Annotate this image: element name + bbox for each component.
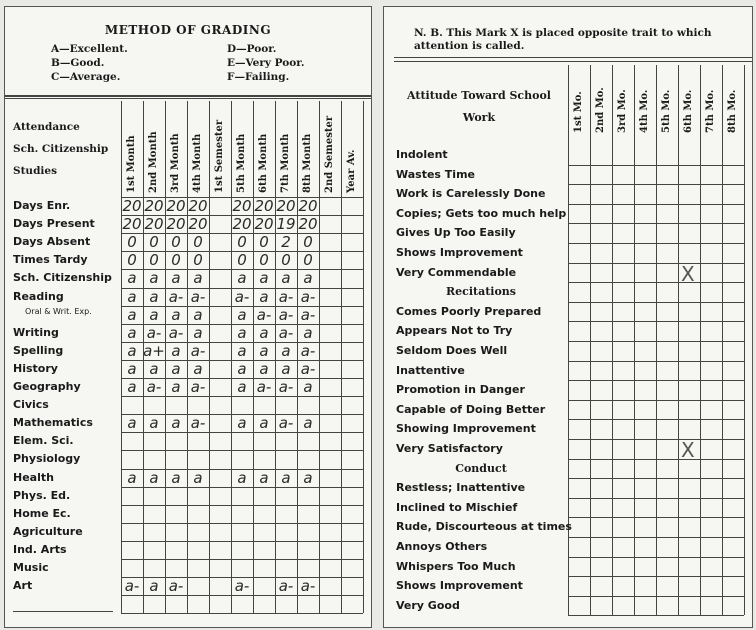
trait-label: Promotion in Danger (396, 383, 525, 397)
grading-panel (4, 6, 372, 628)
row-rule (568, 223, 744, 224)
grade-cell: a- (278, 305, 294, 324)
grade-cell: 20 (166, 215, 186, 234)
trait-label: Wastes Time (396, 167, 476, 181)
grade-cell: a (171, 468, 181, 487)
row-rule (568, 282, 744, 283)
row-label: Mathematics (13, 416, 93, 430)
grade-cell: 0 (237, 251, 247, 270)
column-divider (744, 65, 745, 615)
column-header: Year Av. (346, 149, 357, 193)
grade-cell: a (149, 269, 159, 288)
grade-cell: a (281, 359, 291, 378)
column-header: 3rd Month (170, 133, 181, 193)
grade-cell: a- (300, 359, 316, 378)
grade-cell: a (149, 287, 159, 306)
grade-cell: a (127, 323, 137, 342)
column-header: 1st Mo. (573, 91, 584, 133)
header-rule (5, 98, 371, 99)
row-rule (568, 517, 744, 518)
trait-label: Very Satisfactory (396, 442, 503, 455)
grade-cell: a (281, 269, 291, 288)
grade-cell: 0 (127, 233, 137, 252)
row-rule (568, 576, 744, 577)
row-rule (568, 184, 744, 185)
row-rule (568, 419, 744, 420)
row-label: Elem. Sci. (13, 434, 74, 448)
row-label: Agriculture (13, 524, 83, 538)
grade-cell: 0 (171, 251, 181, 270)
grading-key-item: E—Very Poor. (227, 57, 305, 69)
grade-cell: 0 (149, 233, 159, 252)
grade-cell: 20 (144, 197, 164, 215)
column-header: 5th Month (236, 133, 247, 193)
header-rule (394, 61, 752, 62)
grade-cell: a (127, 359, 137, 378)
row-rule (568, 302, 744, 303)
row-label: Geography (13, 380, 81, 393)
grade-cell: 20 (188, 215, 208, 234)
row-rule (568, 165, 744, 166)
column-divider (363, 101, 364, 613)
grade-cell: 0 (281, 251, 291, 270)
grade-cell: 0 (149, 251, 159, 270)
grade-cell: a (149, 414, 159, 433)
trait-label: Inclined to Mischief (396, 500, 518, 514)
grade-cell: a- (190, 341, 206, 360)
grade-cell: 20 (122, 215, 142, 234)
header-rule (5, 95, 371, 97)
trait-label: Very Commendable (396, 265, 517, 279)
grade-cell: 0 (127, 251, 137, 270)
column-header: 3rd Mo. (617, 89, 628, 133)
grade-cell: 20 (188, 197, 208, 215)
grade-cell: 20 (254, 197, 274, 215)
row-label: Reading (13, 289, 64, 303)
grade-cell: 0 (237, 233, 247, 252)
grade-cell: a- (256, 378, 272, 396)
grade-cell: a- (190, 287, 206, 306)
header-label: Attendance (13, 121, 80, 133)
row-rule (568, 204, 744, 205)
grade-cell: 0 (303, 251, 313, 270)
header-label: Studies (13, 165, 57, 177)
column-header: 4th Mo. (639, 89, 650, 133)
grade-cell: a (149, 577, 159, 596)
row-rule (568, 557, 744, 558)
grade-cell: a- (168, 287, 184, 306)
grade-cell: a (237, 305, 247, 324)
grade-cell: a- (278, 577, 294, 596)
grade-cell: a (171, 359, 181, 378)
grading-key-item: B—Good. (51, 57, 105, 69)
grade-cell: a (171, 305, 181, 324)
row-rule (121, 450, 363, 451)
grade-cell: a (127, 414, 137, 433)
grade-cell: a- (234, 287, 250, 306)
row-rule (121, 613, 363, 614)
grade-cell: a (127, 468, 137, 487)
grade-cell: a (171, 414, 181, 433)
column-header: 1st Semester (214, 119, 225, 193)
row-rule (121, 541, 363, 542)
grade-cell: a (259, 287, 269, 306)
grading-key-item: F—Failing. (227, 71, 290, 83)
grade-cell: a- (190, 414, 206, 433)
trait-label: Annoys Others (396, 540, 488, 553)
grade-cell: a (259, 341, 269, 360)
row-rule (121, 595, 363, 596)
row-label: Days Enr. (13, 199, 71, 212)
grade-cell: a- (190, 378, 206, 396)
trait-label: Capable of Doing Better (396, 402, 546, 416)
grade-cell: a (303, 269, 313, 288)
row-rule (568, 321, 744, 322)
column-header: 2nd Semester (324, 115, 335, 193)
row-label: Civics (13, 398, 49, 412)
row-label: Writing (13, 325, 59, 339)
row-rule (568, 478, 744, 479)
trait-label: Shows Improvement (396, 579, 523, 593)
column-header: 2nd Month (148, 131, 159, 193)
row-label: Times Tardy (13, 253, 88, 267)
grade-cell: a (303, 378, 313, 396)
grade-cell: a- (168, 323, 184, 342)
grade-cell: a (193, 305, 203, 324)
row-rule (121, 432, 363, 433)
grade-cell: a (149, 359, 159, 378)
grade-cell: a (127, 378, 137, 396)
grade-cell: 20 (298, 197, 318, 215)
column-header: 7th Month (280, 133, 291, 193)
grade-cell: a (237, 341, 247, 360)
attitude-header: Attitude Toward School Work (407, 89, 551, 124)
grade-cell: a (171, 341, 181, 360)
grade-cell: 20 (232, 197, 252, 215)
grade-cell: 20 (144, 215, 164, 234)
grade-cell: 0 (193, 233, 203, 252)
column-header: 6th Month (258, 133, 269, 193)
grade-cell: a- (146, 378, 162, 396)
grade-cell: a (303, 468, 313, 487)
grade-cell: a (281, 341, 291, 360)
row-label: Physiology (13, 452, 81, 466)
row-label: History (13, 361, 58, 375)
row-rule (568, 263, 744, 264)
grade-cell: a (171, 269, 181, 288)
trait-label: Appears Not to Try (396, 324, 513, 338)
row-label: Home Ec. (13, 506, 71, 520)
trait-label: Whispers Too Much (396, 559, 516, 573)
row-rule (568, 439, 744, 440)
row-rule (568, 243, 744, 244)
row-rule (121, 523, 363, 524)
trait-label: Work is Carelessly Done (396, 187, 546, 201)
row-rule (568, 596, 744, 597)
row-rule (568, 400, 744, 401)
grade-cell: 20 (166, 197, 186, 215)
grade-cell: a- (278, 323, 294, 342)
grading-key-item: C—Average. (51, 71, 121, 83)
grade-cell: a (193, 323, 203, 342)
grade-cell: a (259, 359, 269, 378)
grade-cell: a (303, 414, 313, 433)
row-label: Spelling (13, 343, 64, 357)
row-rule (568, 341, 744, 342)
grade-cell: a (127, 269, 137, 288)
grade-cell: a- (300, 577, 316, 596)
grade-cell: a (193, 359, 203, 378)
grade-cell: a (149, 468, 159, 487)
column-divider (341, 101, 342, 613)
section-title: Conduct (455, 461, 507, 475)
grade-cell: a (237, 414, 247, 433)
grade-cell: a (237, 468, 247, 487)
trait-label: Gives Up Too Easily (396, 226, 516, 240)
grade-cell: a (127, 287, 137, 306)
row-label: Phys. Ed. (13, 488, 71, 502)
row-label: Health (13, 470, 54, 484)
grade-cell: a (149, 305, 159, 324)
column-divider (319, 101, 320, 613)
grade-cell: a (259, 468, 269, 487)
grade-cell: 2 (281, 233, 291, 252)
bottom-line (13, 611, 113, 612)
grade-cell: 0 (259, 251, 269, 270)
grade-cell: a- (256, 305, 272, 324)
column-divider (209, 101, 210, 613)
grade-cell: a- (300, 287, 316, 306)
row-label: Days Absent (13, 235, 91, 249)
column-header: 2nd Mo. (595, 87, 606, 133)
grade-cell: a (237, 269, 247, 288)
grade-cell: a (127, 305, 137, 324)
header-label: Sch. Citizenship (13, 143, 109, 155)
grade-cell: a (193, 468, 203, 487)
grade-cell: 0 (303, 233, 313, 252)
grade-cell: a- (278, 287, 294, 306)
grade-cell: a (237, 378, 247, 396)
grade-cell: a (171, 378, 181, 396)
row-label: Sch. Citizenship (13, 271, 112, 285)
trait-label: Copies; Gets too much help (396, 206, 567, 220)
grade-cell: a (259, 414, 269, 433)
trait-label: Rude, Discourteous at times (396, 520, 572, 534)
attention-mark: X (681, 261, 695, 286)
column-header: 8th Month (302, 133, 313, 193)
grade-cell: a (237, 323, 247, 342)
grade-cell: a- (300, 305, 316, 324)
grading-title: METHOD OF GRADING (104, 23, 272, 37)
grade-cell: a- (278, 378, 294, 396)
column-header: 4th Month (192, 133, 203, 193)
grade-cell: a- (300, 341, 316, 360)
grade-cell: 0 (193, 251, 203, 270)
row-rule (121, 396, 363, 397)
grade-cell: 20 (254, 215, 274, 234)
grade-cell: 20 (122, 197, 142, 215)
trait-label: Indolent (396, 148, 448, 161)
grade-cell: a (259, 269, 269, 288)
row-label: Art (13, 579, 33, 593)
row-label: Oral & Writ. Exp. (25, 306, 92, 316)
row-label: Music (13, 561, 49, 574)
grade-cell: 20 (232, 215, 252, 234)
trait-label: Shows Improvement (396, 246, 523, 259)
row-rule (568, 615, 744, 616)
grade-cell: 0 (259, 233, 269, 252)
column-header: 1st Month (126, 135, 137, 193)
column-header: 6th Mo. (683, 89, 694, 133)
grade-cell: a (303, 323, 313, 342)
row-label: Ind. Arts (13, 542, 67, 556)
trait-label: Very Good (396, 598, 460, 612)
row-rule (121, 487, 363, 488)
note-text: N. B. This Mark X is placed opposite trait to which attention is called. (414, 27, 712, 52)
row-rule (568, 361, 744, 362)
traits-panel (383, 6, 753, 628)
grade-cell: a (193, 269, 203, 288)
trait-label: Showing Improvement (396, 422, 536, 436)
grading-key-item: A—Excellent. (51, 43, 128, 55)
column-header: 7th Mo. (705, 89, 716, 133)
grade-cell: a (237, 359, 247, 378)
grade-cell: a- (234, 577, 250, 596)
column-header: 5th Mo. (661, 89, 672, 133)
row-label: Days Present (13, 217, 95, 231)
trait-label: Restless; Inattentive (396, 481, 526, 495)
grade-cell: a (259, 323, 269, 342)
row-rule (568, 459, 744, 460)
grade-cell: 19 (276, 215, 296, 234)
grade-cell: 0 (171, 233, 181, 252)
row-rule (568, 380, 744, 381)
row-rule (121, 559, 363, 560)
trait-label: Seldom Does Well (396, 344, 508, 357)
grade-cell: 20 (298, 215, 318, 234)
grade-cell: 20 (276, 197, 296, 215)
column-header: 8th Mo. (727, 89, 738, 133)
row-rule (121, 505, 363, 506)
grade-cell: a+ (143, 341, 165, 360)
grade-cell: a- (124, 577, 140, 596)
row-rule (568, 498, 744, 499)
grade-cell: a- (278, 414, 294, 433)
section-title: Recitations (445, 285, 516, 299)
trait-label: Comes Poorly Prepared (396, 304, 542, 318)
attention-mark: X (681, 438, 695, 462)
grade-cell: a- (146, 323, 162, 342)
row-rule (568, 537, 744, 538)
header-rule (394, 57, 752, 58)
trait-label: Inattentive (396, 363, 465, 377)
grade-cell: a (127, 341, 137, 360)
grade-cell: a- (168, 577, 184, 596)
grading-key-item: D—Poor. (227, 43, 277, 55)
grade-cell: a (281, 468, 291, 487)
